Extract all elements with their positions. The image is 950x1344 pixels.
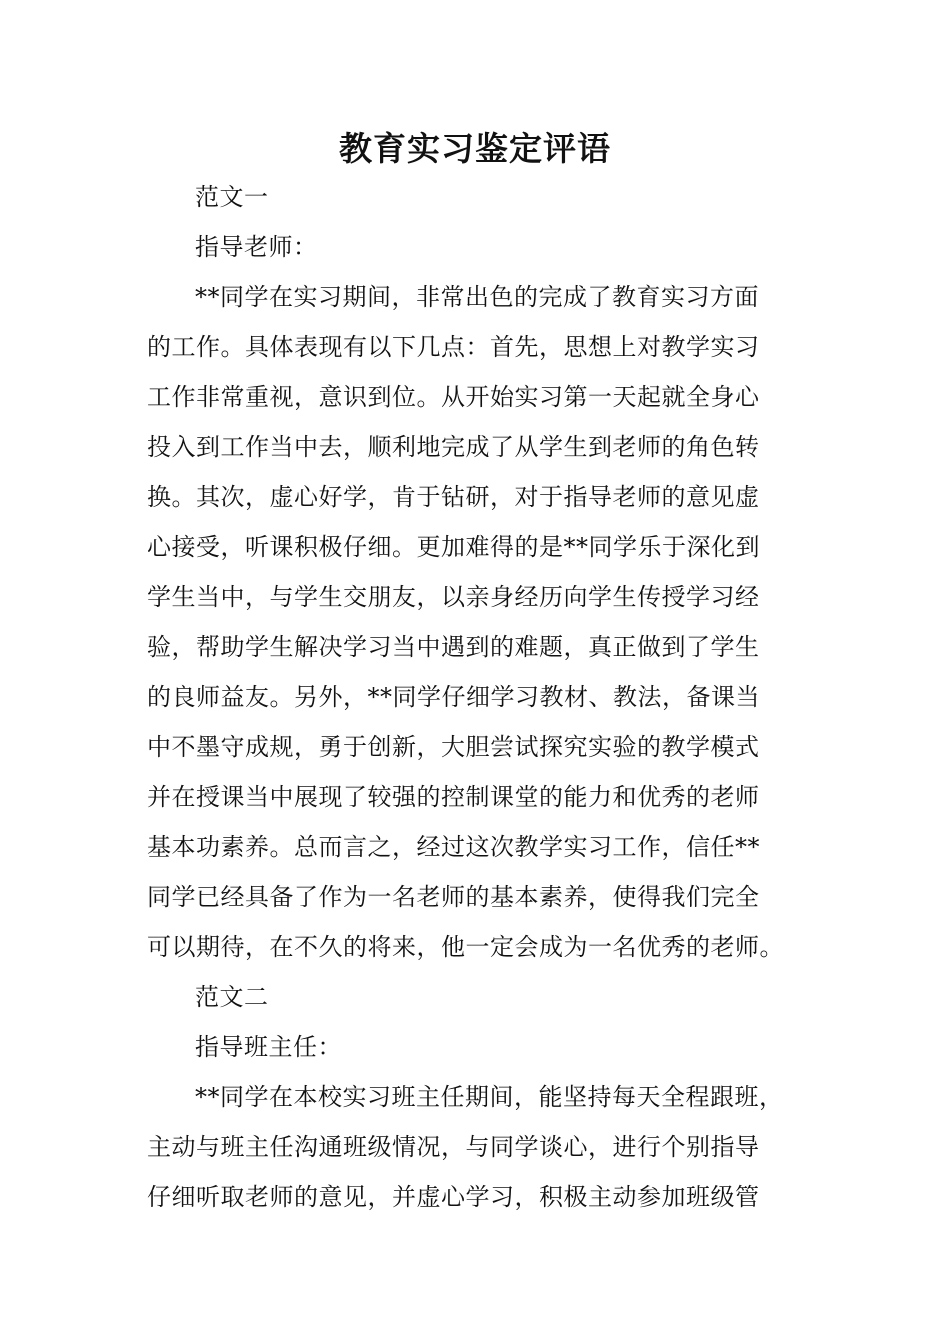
paragraph-line: 工作非常重视，意识到位。从开始实习第一天起就全身心 bbox=[147, 383, 760, 411]
paragraph-line: 可以期待，在不久的将来，他一定会成为一名优秀的老师。 bbox=[147, 933, 784, 961]
paragraph-line: 并在授课当中展现了较强的控制课堂的能力和优秀的老师 bbox=[147, 783, 760, 811]
section-paragraph bbox=[147, 272, 827, 972]
paragraph-line: 同学已经具备了作为一名老师的基本素养，使得我们完全 bbox=[147, 883, 760, 911]
paragraph-line: **同学在本校实习班主任期间，能坚持每天全程跟班， bbox=[195, 1083, 784, 1111]
section-role: 指导班主任： bbox=[195, 1033, 342, 1061]
section-heading: 范文一 bbox=[195, 183, 269, 211]
document-title: 教育实习鉴定评语 bbox=[339, 129, 611, 168]
paragraph-line: 的良师益友。另外，**同学仔细学习教材、教法，备课当 bbox=[147, 683, 760, 711]
paragraph-line: 心接受，听课积极仔细。更加难得的是**同学乐于深化到 bbox=[147, 533, 760, 561]
section-role: 指导老师： bbox=[195, 233, 318, 261]
paragraph-line: 学生当中，与学生交朋友，以亲身经历向学生传授学习经 bbox=[147, 583, 760, 611]
section-heading: 范文二 bbox=[195, 983, 269, 1011]
paragraph-line: 主动与班主任沟通班级情况，与同学谈心，进行个别指导 bbox=[147, 1133, 760, 1161]
paragraph-line: **同学在实习期间，非常出色的完成了教育实习方面 bbox=[195, 283, 759, 311]
paragraph-line: 投入到工作当中去，顺利地完成了从学生到老师的角色转 bbox=[147, 433, 760, 461]
paragraph-line: 基本功素养。总而言之，经过这次教学实习工作，信任** bbox=[147, 833, 760, 861]
paragraph-line: 中不墨守成规，勇于创新，大胆尝试探究实验的教学模式 bbox=[147, 733, 760, 761]
paragraph-line: 的工作。具体表现有以下几点：首先，思想上对教学实习 bbox=[147, 333, 760, 361]
document-body bbox=[147, 172, 827, 1222]
paragraph-line: 仔细听取老师的意见，并虚心学习，积极主动参加班级管 bbox=[147, 1183, 760, 1211]
paragraph-line: 验，帮助学生解决学习当中遇到的难题，真正做到了学生 bbox=[147, 633, 760, 661]
paragraph-line: 换。其次，虚心好学，肯于钻研，对于指导老师的意见虚 bbox=[147, 483, 760, 511]
section-paragraph bbox=[147, 1072, 827, 1222]
